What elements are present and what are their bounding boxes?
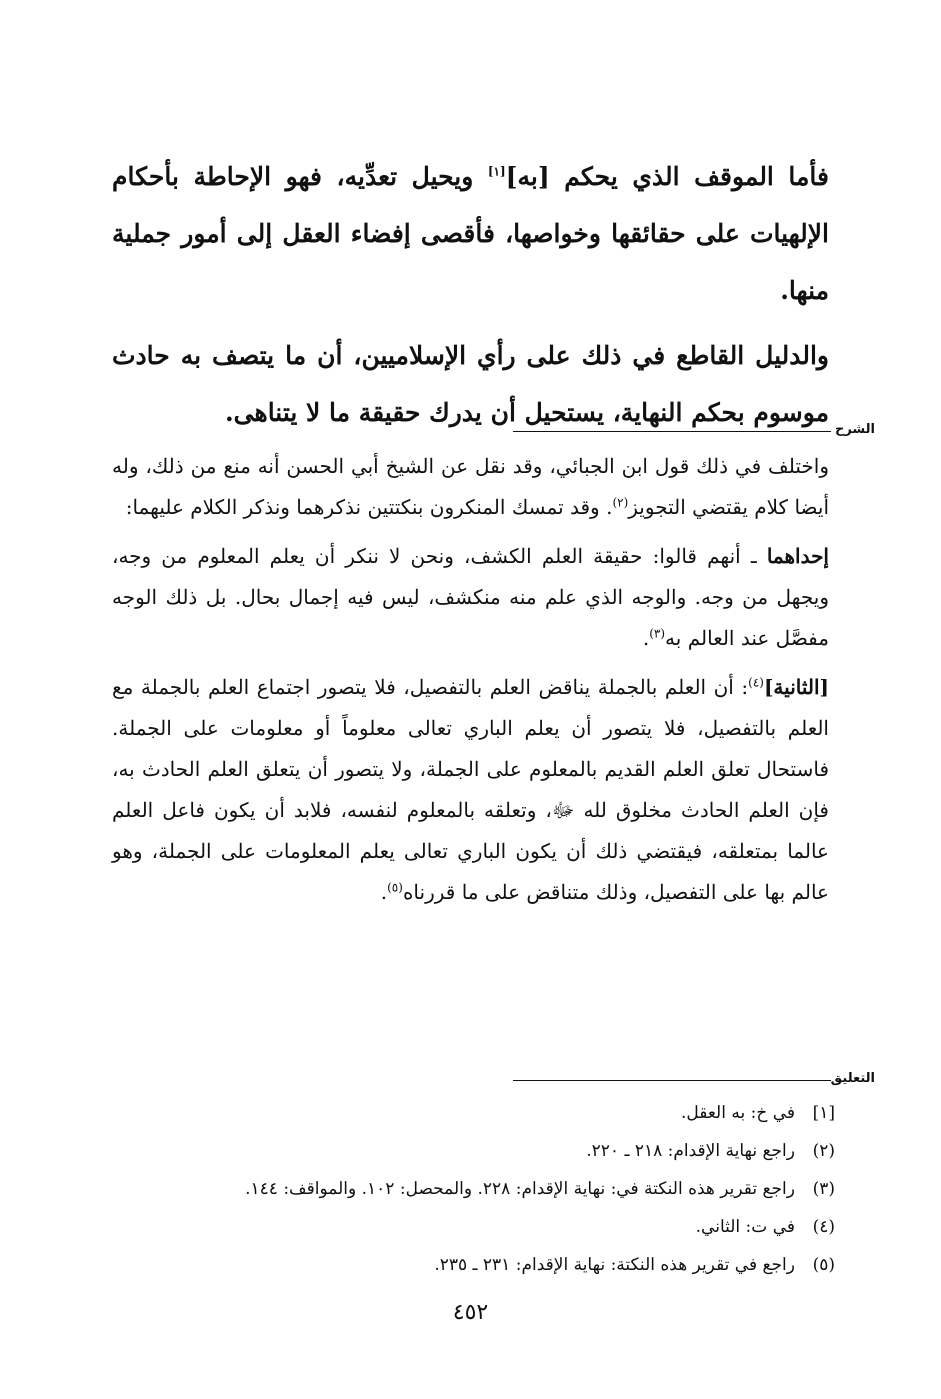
lead-second: [الثانية] (763, 675, 829, 699)
notes-label: التعليق (830, 1071, 875, 1086)
sharh-label: الشرح (834, 422, 875, 437)
footnote-item (100, 1208, 835, 1246)
notes-rule (513, 1080, 831, 1081)
footnote-number: (٣) (812, 1179, 835, 1199)
footnote-number: [١] (812, 1103, 835, 1123)
commentary-text (112, 446, 829, 913)
footnote-number: (٤) (812, 1217, 835, 1237)
sharh-divider (0, 422, 941, 448)
footnote-text: راجع في تقرير هذه النكتة: نهاية الإقدام: ٢٣١ ـ ٢٣٥. (434, 1255, 795, 1275)
footnote-ref-1: [١] (487, 164, 506, 179)
commentary-paragraph-1: واختلف في ذلك قول ابن الجبائي، وقد نقل عن الشيخ أبي الحسن أنه منع من ذلك، وله أيضا كلام يقتضي التجويز$^{(٢)}$. وقد تمسك المنكرون بنكتتين نذكرهما ونذكر الكلام عليهما: (112, 454, 829, 519)
footnote-item (100, 1246, 835, 1284)
footnote-number: (٢) (812, 1141, 835, 1161)
footnote-item (100, 1094, 835, 1132)
page-number: ٤٥٢ (452, 1300, 489, 1325)
footnotes-list (100, 1094, 835, 1284)
main-paragraph-1: فأما الموقف الذي يحكم [به][١] ويحيل تعدِّيه، فهو الإحاطة بأحكام الإلهيات على حقائقها وخواصها، فأقصى إفضاء العقل إلى أمور جملية منها. (112, 162, 829, 305)
main-text (112, 148, 829, 441)
footnote-text: في خ: به العقل. (680, 1103, 795, 1123)
footnote-text: في ت: الثاني. (695, 1217, 795, 1237)
sharh-rule (513, 431, 831, 432)
lead-first: إحداهما (766, 544, 829, 568)
footnote-ref-2: (٢) (612, 495, 629, 510)
footnote-text: راجع نهاية الإقدام: ٢١٨ ـ ٢٢٠. (586, 1141, 795, 1161)
footnote-text: راجع تقرير هذه النكتة في: نهاية الإقدام: ٢٢٨. والمحصل: ١٠٢. والمواقف: ١٤٤. (245, 1179, 795, 1199)
footnote-number: (٥) (812, 1255, 835, 1275)
footnote-ref-5: (٥) (387, 880, 403, 895)
footnote-item (100, 1132, 835, 1170)
commentary-paragraph-2: إحداهما ـ أنهم قالوا: حقيقة العلم الكشف، ونحن لا ننكر أن يعلم المعلوم من وجه، ويجهل من وجه. والوجه الذي علم منه منكشف، ليس فيه إجمال بحال. بل ذلك الوجه مفصَّل عند العالم به$^{(٣)}$. (112, 544, 829, 650)
footnote-item (100, 1170, 835, 1208)
main-paragraph-2: والدليل القاطع في ذلك على رأي الإسلاميين، أن ما يتصف به حادث موسوم بحكم النهاية، يستحيل أن يدرك حقيقة ما لا يتناهى. (112, 341, 829, 427)
commentary-paragraph-3: [الثانية]$^{(٤)}$: أن العلم بالجملة يناقض العلم بالتفصيل، فلا يتصور اجتماع العلم بالجملة مع العلم بالتفصيل، فلا يتصور أن يعلم الباري تعالى معلوماً أو معلومات على الجملة. فاستحال تعلق العلم القديم بالمعلوم على الجملة، ولا يتصور أن يتعلق العلم الحادث به، فإن العلم الحادث مخلوق لله ﷻ، وتعلقه بالمعلوم لنفسه، فلابد أن يكون فاعل العلم عالما بمتعلقه، فيقتضي ذلك أن يكون الباري تعالى يعلم المعلومات على الجملة، وهو عالم بها على التفصيل، وذلك متناقض على ما قررناه$^{(٥)}$. (112, 675, 829, 904)
footnote-ref-4: (٤) (748, 675, 764, 690)
footnote-ref-3: (٣) (649, 626, 666, 641)
